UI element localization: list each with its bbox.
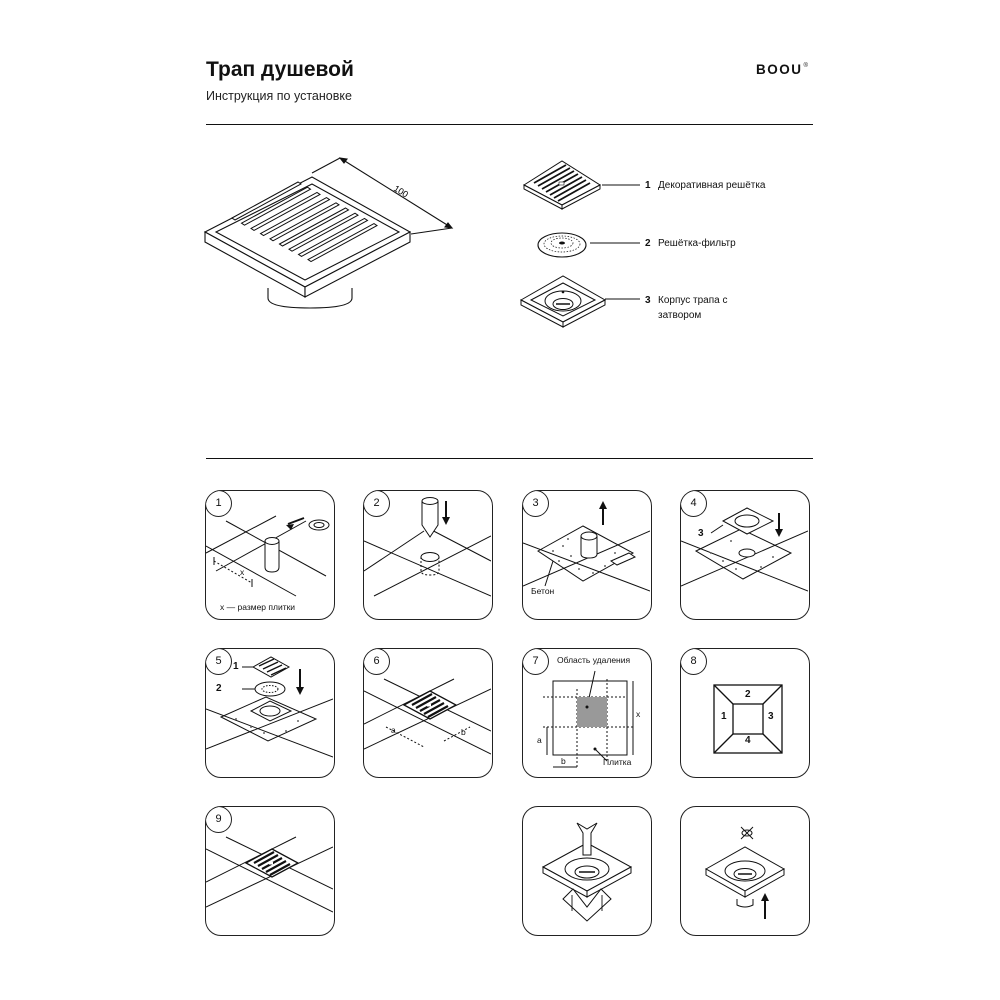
dimension-label-a: a [537, 735, 542, 745]
trap-flow-illustration [523, 807, 650, 934]
registered-mark: ® [803, 63, 808, 69]
step-number: 9 [205, 806, 232, 833]
trap-flow-panel [522, 806, 652, 936]
step-panel-5 [205, 648, 335, 778]
section-divider [206, 458, 813, 459]
part-number: 3 [645, 295, 651, 306]
step-number: 6 [363, 648, 390, 675]
side-label-1: 1 [721, 711, 727, 722]
trap-removal-panel [680, 806, 810, 936]
part-filter-illustration [535, 228, 590, 263]
part-number: 1 [645, 180, 651, 191]
part-label: Декоративная решётка [658, 180, 766, 191]
dimension-label-x: x [240, 567, 245, 577]
step-panel-2 [363, 490, 493, 620]
part-label: Корпус трапа с затвором [658, 295, 728, 321]
step-1-caption: x — размер плитки [220, 602, 296, 612]
concrete-label: Бетон [531, 586, 555, 596]
parts-leader-lines [590, 175, 650, 305]
drain-hero-illustration [195, 150, 475, 315]
header-divider [206, 124, 813, 125]
step-panel-9 [205, 806, 335, 936]
dimension-label: 100 [391, 183, 410, 200]
step-number: 4 [680, 490, 707, 517]
step-number: 7 [522, 648, 549, 675]
step-number: 3 [522, 490, 549, 517]
step-panel-8 [680, 648, 810, 778]
dimension-label-a: a [391, 725, 396, 735]
page-title: Трап душевой [206, 58, 354, 81]
side-label-4: 4 [745, 735, 751, 746]
tile-label: Плитка [603, 757, 632, 767]
dimension-label-b: b [561, 756, 566, 766]
part-label-1: 1 [233, 661, 239, 672]
part-number: 2 [645, 238, 651, 249]
step-number: 5 [205, 648, 232, 675]
step-number: 1 [205, 490, 232, 517]
step-panel-4 [680, 490, 810, 620]
part-label: Решётка-фильтр [658, 238, 736, 249]
step-panel-3 [522, 490, 652, 620]
brand-name: BOOU [756, 62, 803, 77]
side-label-3: 3 [768, 711, 774, 722]
step-panel-7 [522, 648, 652, 778]
dimension-label-b: b [461, 727, 466, 737]
dimension-label-x: x [636, 709, 641, 719]
removal-area-label: Область удаления [557, 655, 631, 665]
trap-removal-illustration [681, 807, 808, 934]
step-number: 2 [363, 490, 390, 517]
step-panel-6 [363, 648, 493, 778]
part-label-3: 3 [698, 528, 704, 539]
page-subtitle: Инструкция по установке [206, 89, 352, 103]
side-label-2: 2 [745, 689, 751, 700]
brand-logo [756, 62, 808, 77]
part-label-2: 2 [216, 683, 222, 694]
step-number: 8 [680, 648, 707, 675]
step-panel-1 [205, 490, 335, 620]
